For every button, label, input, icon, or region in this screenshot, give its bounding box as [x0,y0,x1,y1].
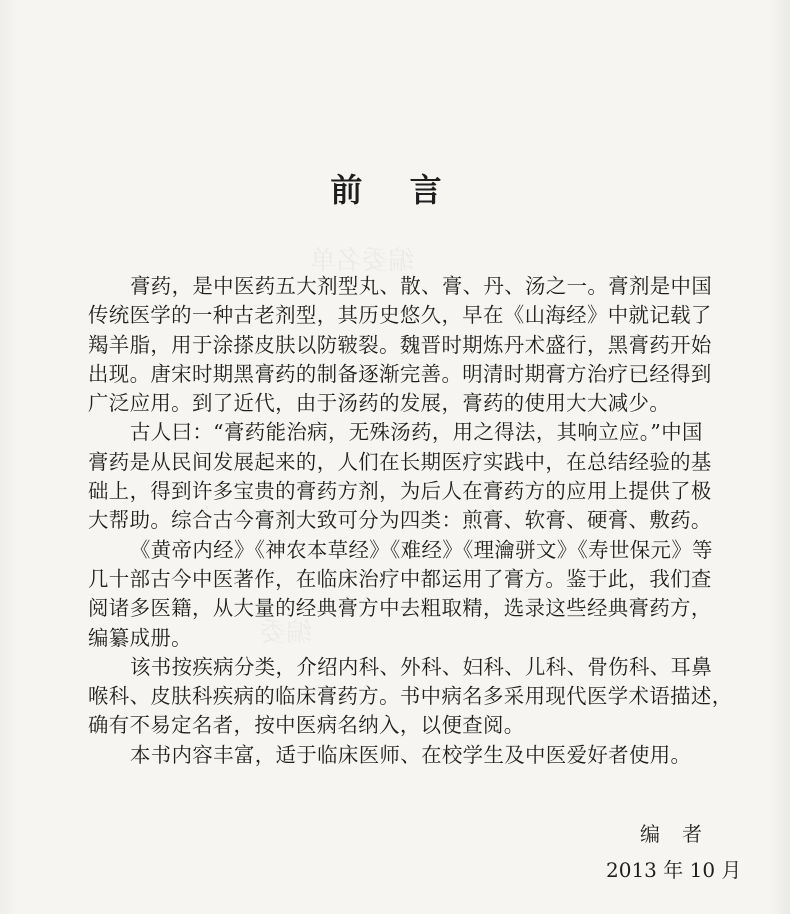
text-line: 膏药是从民间发展起来的，人们在长期医疗实践中，在总结经验的基 [88,449,712,474]
show-through-text: 编委名单 编委 [260,246,415,648]
page-title: 前 言 [330,171,460,209]
text-line: 传统医学的一种古老剂型，其历史悠久，早在《山海经》中就记载了 [88,303,712,328]
text-line: 编纂成册。 [88,625,192,650]
text-line: 喉科、皮肤科疾病的临床膏药方。书中病名多采用现代医学术语描述， [88,684,733,709]
preface-body [88,272,760,770]
text-line: 羯羊脂，用于涂搽皮肤以防皲裂。魏晋时期炼丹术盛行，黑膏药开始 [88,332,712,357]
author-signature: 编者 [640,822,724,846]
text-line: 几十部古今中医著作，在临床治疗中都运用了膏方。鉴于此，我们查 [88,566,712,591]
text-line: 出现。唐宋时期黑膏药的制备逐渐完善。明清时期膏方治疗已经得到 [88,361,712,386]
text-line: 古人曰：“膏药能治病，无殊汤药，用之得法，其响立应。”中国 [130,420,703,445]
text-line: 广泛应用。到了近代，由于汤药的发展，膏药的使用大大减少。 [88,391,671,416]
text-line: 该书按疾病分类，介绍内科、外科、妇科、儿科、骨伤科、耳鼻 [130,654,713,679]
text-line: 础上，得到许多宝贵的膏药方剂，为后人在膏药方的应用上提供了极 [88,479,712,504]
text-line: 《黄帝内经》《神农本草经》《难经》《理瀹骈文》《寿世保元》等 [130,537,713,562]
text-line: 阅诸多医籍，从大量的经典膏方中去粗取精，选录这些经典膏药方， [88,596,712,621]
text-line: 大帮助。综合古今膏剂大致可分为四类：煎膏、软膏、硬膏、敷药。 [88,508,712,533]
text-line: 确有不易定名者，按中医病名纳入，以便查阅。 [88,713,525,738]
text-line: 膏药，是中医药五大剂型丸、散、膏、丹、汤之一。膏剂是中国 [130,274,713,298]
text-line: 本书内容丰富，适于临床医师、在校学生及中医爱好者使用。 [130,742,692,767]
signature-date: 2013 年 10 月 [606,858,742,882]
